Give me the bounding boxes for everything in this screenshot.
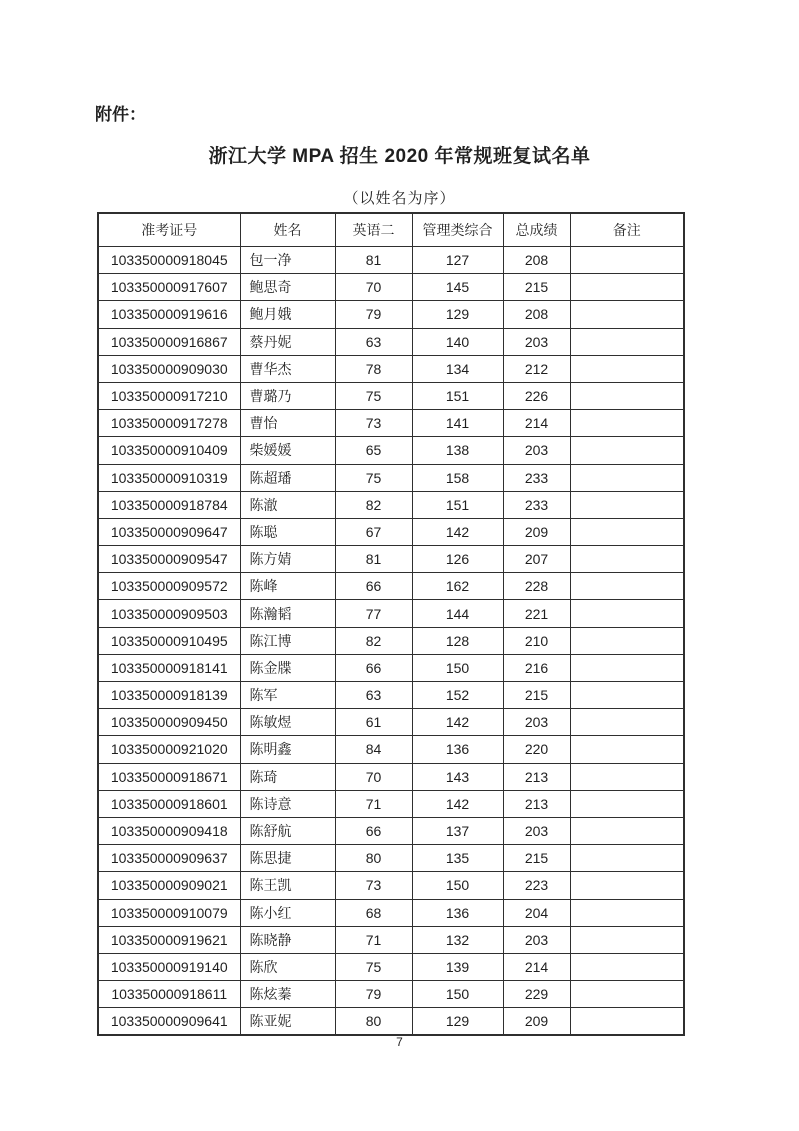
remark-cell (570, 736, 684, 763)
total-score-cell: 209 (503, 518, 570, 545)
english2-score-cell: 81 (335, 247, 412, 274)
total-score-cell: 226 (503, 382, 570, 409)
management-score-cell: 136 (412, 899, 503, 926)
total-score-cell: 214 (503, 953, 570, 980)
name-cell: 陈军 (240, 682, 335, 709)
exam-id-cell: 103350000918671 (98, 763, 240, 790)
english2-score-cell: 78 (335, 355, 412, 382)
management-score-cell: 126 (412, 546, 503, 573)
management-score-cell: 129 (412, 301, 503, 328)
remark-cell (570, 518, 684, 545)
table-body (98, 247, 684, 1036)
exam-id-cell: 103350000919616 (98, 301, 240, 328)
english2-score-cell: 70 (335, 274, 412, 301)
management-score-cell: 142 (412, 790, 503, 817)
column-header-english2-score: 英语二 (335, 213, 412, 247)
remark-cell (570, 817, 684, 844)
exam-id-cell: 103350000909030 (98, 355, 240, 382)
total-score-cell: 228 (503, 573, 570, 600)
name-cell: 陈琦 (240, 763, 335, 790)
table-row (98, 763, 684, 790)
exam-id-cell: 103350000909641 (98, 1008, 240, 1036)
table-row (98, 981, 684, 1008)
table-row (98, 464, 684, 491)
total-score-cell: 207 (503, 546, 570, 573)
management-score-cell: 152 (412, 682, 503, 709)
exam-id-cell: 103350000910319 (98, 464, 240, 491)
english2-score-cell: 66 (335, 817, 412, 844)
total-score-cell: 215 (503, 682, 570, 709)
table-row (98, 899, 684, 926)
exam-id-cell: 103350000909021 (98, 872, 240, 899)
remark-cell (570, 382, 684, 409)
total-score-cell: 210 (503, 627, 570, 654)
management-score-cell: 142 (412, 518, 503, 545)
name-cell: 陈思捷 (240, 845, 335, 872)
name-cell: 陈聪 (240, 518, 335, 545)
exam-id-cell: 103350000918784 (98, 491, 240, 518)
remark-cell (570, 247, 684, 274)
management-score-cell: 128 (412, 627, 503, 654)
english2-score-cell: 73 (335, 872, 412, 899)
management-score-cell: 162 (412, 573, 503, 600)
table-row (98, 627, 684, 654)
management-score-cell: 140 (412, 328, 503, 355)
total-score-cell: 212 (503, 355, 570, 382)
exam-id-cell: 103350000916867 (98, 328, 240, 355)
exam-id-cell: 103350000921020 (98, 736, 240, 763)
column-header-total-score: 总成绩 (503, 213, 570, 247)
total-score-cell: 214 (503, 410, 570, 437)
english2-score-cell: 71 (335, 790, 412, 817)
name-cell: 陈炫蓁 (240, 981, 335, 1008)
remark-cell (570, 845, 684, 872)
page-number: 7 (396, 1035, 403, 1049)
exam-id-cell: 103350000918141 (98, 654, 240, 681)
management-score-cell: 150 (412, 872, 503, 899)
remark-cell (570, 709, 684, 736)
name-cell: 陈江博 (240, 627, 335, 654)
exam-id-cell: 103350000918139 (98, 682, 240, 709)
table-row (98, 328, 684, 355)
table-row (98, 382, 684, 409)
total-score-cell: 220 (503, 736, 570, 763)
english2-score-cell: 68 (335, 899, 412, 926)
english2-score-cell: 82 (335, 627, 412, 654)
english2-score-cell: 80 (335, 845, 412, 872)
management-score-cell: 135 (412, 845, 503, 872)
english2-score-cell: 67 (335, 518, 412, 545)
total-score-cell: 203 (503, 817, 570, 844)
exam-id-cell: 103350000910495 (98, 627, 240, 654)
name-cell: 曹华杰 (240, 355, 335, 382)
name-cell: 曹璐乃 (240, 382, 335, 409)
table-row (98, 736, 684, 763)
english2-score-cell: 77 (335, 600, 412, 627)
total-score-cell: 203 (503, 709, 570, 736)
management-score-cell: 143 (412, 763, 503, 790)
exam-id-cell: 103350000909572 (98, 573, 240, 600)
table-row (98, 709, 684, 736)
name-cell: 陈王凯 (240, 872, 335, 899)
total-score-cell: 203 (503, 926, 570, 953)
remark-cell (570, 682, 684, 709)
total-score-cell: 209 (503, 1008, 570, 1036)
remark-cell (570, 464, 684, 491)
remark-cell (570, 654, 684, 681)
exam-id-cell: 103350000919140 (98, 953, 240, 980)
table-row (98, 790, 684, 817)
remark-cell (570, 627, 684, 654)
table-row (98, 926, 684, 953)
table-row (98, 518, 684, 545)
remark-cell (570, 926, 684, 953)
english2-score-cell: 70 (335, 763, 412, 790)
management-score-cell: 139 (412, 953, 503, 980)
remark-cell (570, 355, 684, 382)
table-row (98, 682, 684, 709)
column-header-management-score: 管理类综合 (412, 213, 503, 247)
english2-score-cell: 66 (335, 573, 412, 600)
exam-id-cell: 103350000909503 (98, 600, 240, 627)
column-header-name: 姓名 (240, 213, 335, 247)
remark-cell (570, 410, 684, 437)
exam-id-cell: 103350000909637 (98, 845, 240, 872)
name-cell: 陈欣 (240, 953, 335, 980)
english2-score-cell: 80 (335, 1008, 412, 1036)
remark-cell (570, 790, 684, 817)
remark-cell (570, 600, 684, 627)
english2-score-cell: 82 (335, 491, 412, 518)
total-score-cell: 203 (503, 437, 570, 464)
table-row (98, 247, 684, 274)
management-score-cell: 150 (412, 981, 503, 1008)
remark-cell (570, 274, 684, 301)
exam-id-cell: 103350000909450 (98, 709, 240, 736)
exam-id-cell: 103350000909647 (98, 518, 240, 545)
exam-id-cell: 103350000910079 (98, 899, 240, 926)
exam-id-cell: 103350000917278 (98, 410, 240, 437)
management-score-cell: 151 (412, 382, 503, 409)
english2-score-cell: 61 (335, 709, 412, 736)
remark-cell (570, 1008, 684, 1036)
english2-score-cell: 63 (335, 682, 412, 709)
table-row (98, 872, 684, 899)
remark-cell (570, 953, 684, 980)
table-header-row (98, 213, 684, 247)
table-row (98, 274, 684, 301)
total-score-cell: 221 (503, 600, 570, 627)
exam-id-cell: 103350000918611 (98, 981, 240, 1008)
name-cell: 陈敏煜 (240, 709, 335, 736)
name-cell: 柴媛媛 (240, 437, 335, 464)
table-row (98, 546, 684, 573)
name-cell: 陈晓静 (240, 926, 335, 953)
name-cell: 鲍思奇 (240, 274, 335, 301)
total-score-cell: 223 (503, 872, 570, 899)
name-cell: 陈瀚韬 (240, 600, 335, 627)
total-score-cell: 204 (503, 899, 570, 926)
remark-cell (570, 763, 684, 790)
english2-score-cell: 66 (335, 654, 412, 681)
name-cell: 包一净 (240, 247, 335, 274)
table-row (98, 600, 684, 627)
management-score-cell: 141 (412, 410, 503, 437)
exam-id-cell: 103350000909418 (98, 817, 240, 844)
english2-score-cell: 79 (335, 301, 412, 328)
management-score-cell: 158 (412, 464, 503, 491)
table-row (98, 845, 684, 872)
english2-score-cell: 73 (335, 410, 412, 437)
management-score-cell: 142 (412, 709, 503, 736)
remark-cell (570, 872, 684, 899)
exam-id-cell: 103350000917210 (98, 382, 240, 409)
total-score-cell: 203 (503, 328, 570, 355)
total-score-cell: 208 (503, 247, 570, 274)
exam-id-cell: 103350000909547 (98, 546, 240, 573)
exam-id-cell: 103350000919621 (98, 926, 240, 953)
management-score-cell: 150 (412, 654, 503, 681)
total-score-cell: 215 (503, 274, 570, 301)
document-title: 浙江大学 MPA 招生 2020 年常规班复试名单 (208, 146, 591, 167)
total-score-cell: 215 (503, 845, 570, 872)
name-cell: 陈澈 (240, 491, 335, 518)
english2-score-cell: 75 (335, 953, 412, 980)
name-cell: 陈舒航 (240, 817, 335, 844)
total-score-cell: 233 (503, 491, 570, 518)
total-score-cell: 216 (503, 654, 570, 681)
remark-cell (570, 301, 684, 328)
table-row (98, 437, 684, 464)
name-cell: 鲍月娥 (240, 301, 335, 328)
management-score-cell: 145 (412, 274, 503, 301)
total-score-cell: 213 (503, 763, 570, 790)
management-score-cell: 137 (412, 817, 503, 844)
management-score-cell: 134 (412, 355, 503, 382)
english2-score-cell: 65 (335, 437, 412, 464)
table-row (98, 654, 684, 681)
column-header-remark: 备注 (570, 213, 684, 247)
total-score-cell: 229 (503, 981, 570, 1008)
management-score-cell: 132 (412, 926, 503, 953)
exam-id-cell: 103350000918601 (98, 790, 240, 817)
remark-cell (570, 546, 684, 573)
name-cell: 曹怡 (240, 410, 335, 437)
total-score-cell: 213 (503, 790, 570, 817)
remark-cell (570, 328, 684, 355)
total-score-cell: 208 (503, 301, 570, 328)
name-cell: 陈金牒 (240, 654, 335, 681)
attachment-label: 附件： (95, 105, 146, 124)
remark-cell (570, 899, 684, 926)
exam-id-cell: 103350000910409 (98, 437, 240, 464)
remark-cell (570, 981, 684, 1008)
table-row (98, 491, 684, 518)
name-cell: 陈亚妮 (240, 1008, 335, 1036)
exam-id-cell: 103350000917607 (98, 274, 240, 301)
remark-cell (570, 437, 684, 464)
name-cell: 蔡丹妮 (240, 328, 335, 355)
english2-score-cell: 75 (335, 464, 412, 491)
table-row (98, 953, 684, 980)
management-score-cell: 129 (412, 1008, 503, 1036)
exam-id-cell: 103350000918045 (98, 247, 240, 274)
total-score-cell: 233 (503, 464, 570, 491)
management-score-cell: 138 (412, 437, 503, 464)
column-header-exam-id: 准考证号 (98, 213, 240, 247)
english2-score-cell: 63 (335, 328, 412, 355)
name-cell: 陈超璠 (240, 464, 335, 491)
english2-score-cell: 84 (335, 736, 412, 763)
name-cell: 陈明鑫 (240, 736, 335, 763)
table-row (98, 301, 684, 328)
table-row (98, 817, 684, 844)
candidate-score-table (97, 212, 685, 1036)
management-score-cell: 136 (412, 736, 503, 763)
remark-cell (570, 573, 684, 600)
table-row (98, 355, 684, 382)
table-row (98, 1008, 684, 1036)
table-row (98, 573, 684, 600)
management-score-cell: 127 (412, 247, 503, 274)
table-row (98, 410, 684, 437)
english2-score-cell: 81 (335, 546, 412, 573)
remark-cell (570, 491, 684, 518)
name-cell: 陈方婧 (240, 546, 335, 573)
document-subtitle: （以姓名为序） (343, 190, 456, 207)
name-cell: 陈峰 (240, 573, 335, 600)
english2-score-cell: 71 (335, 926, 412, 953)
management-score-cell: 144 (412, 600, 503, 627)
name-cell: 陈诗意 (240, 790, 335, 817)
management-score-cell: 151 (412, 491, 503, 518)
name-cell: 陈小红 (240, 899, 335, 926)
english2-score-cell: 75 (335, 382, 412, 409)
english2-score-cell: 79 (335, 981, 412, 1008)
